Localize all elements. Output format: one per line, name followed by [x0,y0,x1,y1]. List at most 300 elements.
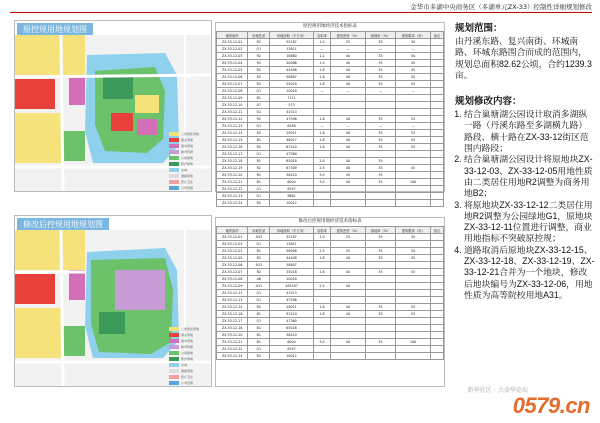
table-cell: 56908 [270,248,314,255]
legend-label: 水域 [181,167,188,172]
table-cell: 40 [331,116,366,123]
table-cell: 48017 [270,137,314,144]
legend-item [169,344,209,349]
table-cell: 1.8 [313,304,330,311]
table-cell: 1.8 [313,130,330,137]
legend-label: 商业用地 [181,332,194,337]
legend-swatch [169,156,179,160]
table-cell [431,95,444,102]
table-cell: 45 [331,172,366,179]
table-cell: 40 [331,283,366,290]
table-cell: 29011 [270,304,314,311]
table-cell: B1 [248,158,270,165]
table-cell: 40 [331,137,366,144]
table-cell [431,39,444,46]
table-cell: G1 [248,318,270,325]
legend-label: 教育科研 [181,149,194,154]
table-cell: 2.5 [313,283,330,290]
table-cell: 6188 [270,123,314,130]
legend-label: 水域 [181,362,188,367]
table-cell: ZX-33-12-06 [217,262,248,269]
table-cell: — [313,46,330,53]
table-cell: 10018 [270,276,314,283]
table-cell: 45 [396,67,431,74]
table-cell [313,102,330,109]
table-cell: ZX-33-12-08 [217,276,248,283]
table-cell: ZX-33-12-11 [217,109,248,116]
table-cell [431,241,444,248]
table-cell [431,60,444,67]
table-cell: 41513 [270,290,314,297]
table-cell: 55187 [270,39,314,46]
table-cell: 40 [331,311,366,318]
legend-swatch [169,327,179,331]
table-cell: 55 [396,304,431,311]
table-cell [396,200,431,207]
table-cell: ZX-33-12-22 [217,186,248,193]
legend-label: 公园绿地 [181,155,194,160]
table-cell: 1.0 [313,234,330,241]
table-cell [365,332,395,339]
legend-swatch [169,369,179,373]
table-cell: G1 [248,241,270,248]
original-table-grid [216,31,444,207]
table-cell: 1.8 [313,269,330,276]
table-cell [431,74,444,81]
table-row [217,53,444,60]
table-cell: ZX-33-12-21 [217,339,248,346]
change-item: 1. 结合巢塘湖公园设计取消多湖纵一路（丹溪东路至多湖横九路）路段、横十路在ZX-33-12街区范围内路段； [464,109,595,154]
table-row [217,304,444,311]
table-cell [431,346,444,353]
scope-heading: 规划范围： [455,23,503,34]
table-cell: ZX-33-12-19 [217,165,248,172]
table-cell: 35 [331,248,366,255]
table-cell: G1 [248,88,270,95]
table-cell: R2 [248,304,270,311]
legend-label: 商业用地 [181,137,194,142]
table-row [217,130,444,137]
table-row [217,116,444,123]
table-cell: 35 [365,67,395,74]
table-cell [431,304,444,311]
table-row [217,290,444,297]
table-cell [331,262,366,269]
column-header: 绿地率（%） [365,32,395,39]
table-cell [365,186,395,193]
table-cell: 1.8 [313,116,330,123]
table-row [217,74,444,81]
table-cell: 40 [331,67,366,74]
table-cell: 35 [365,81,395,88]
legend-swatch [169,381,179,385]
table-cell: A33 [248,234,270,241]
table-cell [365,283,395,290]
table-cell [396,353,431,360]
table-cell: 1.8 [313,137,330,144]
column-header: 用地性质 [248,227,270,234]
table-cell: 47360 [270,318,314,325]
table-cell [431,186,444,193]
table-row [217,297,444,304]
table-row [217,332,444,339]
table-cell: 40 [331,74,366,81]
table-cell: 3.0 [313,172,330,179]
table-cell: G1 [248,186,270,193]
table-cell [396,276,431,283]
table-cell: 25018 [270,269,314,276]
table-cell: 47596 [270,116,314,123]
table-cell: ZX-33-12-01 [217,234,248,241]
table-cell: 30 [396,39,431,46]
column-header: 用地性质 [248,32,270,39]
table-cell: 1.8 [313,255,330,262]
table-cell: ZX-33-12-08 [217,88,248,95]
table-cell: 35 [365,248,395,255]
table-row [217,137,444,144]
table-cell: 100 [396,179,431,186]
table-cell: 183187 [270,283,314,290]
table-cell [431,46,444,53]
table-row [217,255,444,262]
legend-item [169,332,209,337]
table-cell: 1.0 [313,39,330,46]
table-cell: R2 [248,130,270,137]
table-cell [331,241,366,248]
scope-text: 由丹溪东路、复兴南街、环城南路、环城东路围合而成的范围内，规划总面积82.62公顷，合约1239.3亩。 [455,36,592,80]
table-cell: 35 [365,39,395,46]
table-cell: 35 [365,179,395,186]
table-cell [365,325,395,332]
table-cell: ZX-33-12-17 [217,318,248,325]
table-cell [431,269,444,276]
table-cell [365,262,395,269]
table-cell [313,297,330,304]
table-cell: — [313,88,330,95]
table-cell: ZX-33-12-12 [217,116,248,123]
table-cell: ZX-33-12-02 [217,241,248,248]
table-cell [396,262,431,269]
table-cell: 55 [396,269,431,276]
table-cell: 35 [365,53,395,60]
table-cell [431,297,444,304]
legend-item [169,167,209,172]
table-cell: B1 [248,311,270,318]
table-cell: R2 [248,116,270,123]
table-cell [431,165,444,172]
table-cell: G1 [248,193,270,200]
table-cell [365,102,395,109]
changes-heading: 规划修改内容： [455,96,522,108]
revised-indicator-table [215,217,445,387]
legend-label: 公园绿地 [181,350,194,355]
table-cell: 55187 [270,234,314,241]
table-cell: 65018 [270,325,314,332]
table-cell: R2 [248,353,270,360]
change-item: 2. 结合巢塘湖公园设计将原地块ZX-33-12-03、ZX-33-12-05用地性质由二类居住用地R2调整为商务用地B2； [464,154,595,199]
table-cell [396,95,431,102]
table-cell [396,318,431,325]
table-cell: — [365,46,395,53]
legend-label: 商务用地 [181,143,194,148]
table-row [217,123,444,130]
table-cell: R2 [248,144,270,151]
legend-swatch [169,351,179,355]
table-cell [431,276,444,283]
table-cell [396,325,431,332]
table-row [217,276,444,283]
table-cell: — [313,123,330,130]
table-cell [396,241,431,248]
table-cell: ZX-33-12-21 [217,179,248,186]
table-cell [365,241,395,248]
column-header: 建筑密度（%） [331,32,366,39]
table-cell: 30 [396,234,431,241]
table-cell [365,109,395,116]
table-row [217,95,444,102]
table-cell: 8197 [270,186,314,193]
table-cell: B1 [248,339,270,346]
table-cell: ZX-33-12-10 [217,102,248,109]
table-cell: — [331,46,366,53]
column-header: 建筑限高（米） [396,227,431,234]
table-cell: 2.0 [313,158,330,165]
table-cell: 40 [331,158,366,165]
table-cell: ZX-33-12-07 [217,269,248,276]
table-cell [313,290,330,297]
legend-label: 防护绿地 [181,161,194,166]
table-cell [313,346,330,353]
table-cell: 35 [365,137,395,144]
table-cell: 35 [365,130,395,137]
original-map-title: 原控规用地规划图 [17,23,93,36]
table-cell [431,262,444,269]
table-cell: 1.8 [313,74,330,81]
table-cell [396,346,431,353]
table-row [217,339,444,346]
table-cell: R2 [248,60,270,67]
table-cell: 55 [396,311,431,318]
legend-label: 二类居住用地 [181,131,200,136]
column-header: 建筑限高（米） [396,32,431,39]
table-cell: 58807 [270,74,314,81]
table-cell: 25018 [270,81,314,88]
table-cell: R2 [248,200,270,207]
table-cell: 45 [396,60,431,67]
table-cell: 2.5 [313,165,330,172]
table-cell: 1.8 [313,144,330,151]
table-cell [431,67,444,74]
table-cell: 35 [365,116,395,123]
table-cell: R2 [248,74,270,81]
table-cell: 7111 [270,95,314,102]
table-cell: G1 [248,346,270,353]
watermark-small-text: 新华社区 · 大金华论坛 [467,387,528,394]
original-table-caption: 原控规用地经济技术指标表 [303,24,357,29]
table-cell [431,172,444,179]
table-cell: ZX-33-12-03 [217,53,248,60]
table-cell: 35 [365,269,395,276]
table-row [217,311,444,318]
table-cell: 18880 [270,53,314,60]
table-cell: 8197 [270,346,314,353]
table-header-row [217,32,444,39]
table-cell: R2 [248,53,270,60]
revised-table-caption: 修改后控规用地经济技术指标表 [298,219,362,224]
table-cell: 35 [365,158,395,165]
table-row [217,248,444,255]
column-header: 容积率 [313,227,330,234]
column-header: 用地面积（平方米） [270,227,314,234]
table-cell: — [396,123,431,130]
table-cell: A7 [248,102,270,109]
table-cell [331,332,366,339]
table-cell [396,102,431,109]
table-cell: 45 [396,255,431,262]
table-row [217,109,444,116]
table-cell: 50 [396,74,431,81]
table-cell: R2 [248,81,270,88]
table-cell: 65018 [270,158,314,165]
table-cell: 1.5 [313,60,330,67]
table-cell: ZX-33-12-18 [217,325,248,332]
table-cell: 36410 [270,172,314,179]
table-cell [431,88,444,95]
table-cell [365,290,395,297]
table-cell: 55 [396,130,431,137]
table-cell: 47360 [270,151,314,158]
table-cell: 35 [365,304,395,311]
table-cell: R2 [248,39,270,46]
table-cell [365,276,395,283]
table-cell [431,151,444,158]
table-cell: 40 [331,339,366,346]
table-row [217,186,444,193]
table-cell: 1.8 [313,67,330,74]
table-cell: ZX-33-12-23 [217,193,248,200]
table-cell [365,200,395,207]
legend-swatch [169,345,179,349]
revised-table-grid [216,226,444,360]
column-header: 建筑密度（%） [331,227,366,234]
table-cell: 35 [365,60,395,67]
change-item: 3. 将原地块ZX-33-12-12二类居住用地R2调整为公园绿地G1，原地块ZX-33-12-11位置进行调整，商业用地指标不突破原控规； [464,200,595,245]
table-cell: 6004 [270,179,314,186]
table-cell: 25 [331,234,366,241]
table-cell [313,95,330,102]
legend-swatch [169,174,179,178]
table-cell: 13811 [270,241,314,248]
column-header: 备注 [431,227,444,234]
table-cell [313,276,330,283]
table-cell: B1 [248,95,270,102]
table-cell [396,290,431,297]
legend-item [169,338,209,343]
table-cell [313,109,330,116]
table-cell: 55 [396,137,431,144]
column-header: 地块编号 [217,32,248,39]
table-cell [431,123,444,130]
table-cell: 6004 [270,339,314,346]
table-cell: ZX-33-12-17 [217,151,248,158]
table-cell: 44408 [270,255,314,262]
table-cell [365,346,395,353]
table-cell [396,193,431,200]
table-cell: 3.0 [313,179,330,186]
table-cell: 40 [331,53,366,60]
table-cell [331,346,366,353]
legend-label: 教育科研 [181,344,194,349]
table-cell [431,109,444,116]
table-row [217,172,444,179]
table-cell: R2 [248,165,270,172]
table-cell: 87410 [270,311,314,318]
table-cell: R2 [248,269,270,276]
legend-item [169,149,209,154]
table-cell: 3.0 [313,339,330,346]
table-row [217,102,444,109]
table-cell [396,283,431,290]
table-cell: 36410 [270,332,314,339]
table-cell [365,297,395,304]
table-cell: 40 [331,255,366,262]
legend-swatch [169,180,179,184]
table-row [217,81,444,88]
table-cell: 573 [270,102,314,109]
table-row [217,269,444,276]
table-cell [331,109,366,116]
legend-item [169,143,209,148]
table-cell: 55 [396,116,431,123]
table-cell: R2 [248,255,270,262]
legend-item [169,368,209,373]
legend-label: 商务用地 [181,338,194,343]
table-cell: G1 [248,123,270,130]
table-cell: 100 [396,339,431,346]
table-cell [431,283,444,290]
table-cell [431,318,444,325]
table-cell [431,179,444,186]
table-cell: 25 [331,39,366,46]
table-cell: ZX-33-12-06 [217,74,248,81]
table-cell: ZX-33-12-16 [217,144,248,151]
table-cell: 47596 [270,297,314,304]
table-cell: 41513 [270,109,314,116]
table-row [217,325,444,332]
legend-item [169,356,209,361]
table-cell: ZX-33-12-07 [217,81,248,88]
table-row [217,88,444,95]
table-cell: 50 [396,248,431,255]
table-cell: A31 [248,283,270,290]
table-cell: 40 [331,130,366,137]
table-cell: 35 [365,144,395,151]
legend-swatch [169,138,179,142]
table-cell [331,186,366,193]
table-cell: ZX-33-12-03 [217,248,248,255]
table-cell [331,102,366,109]
table-cell: A6 [248,276,270,283]
table-cell: 87410 [270,144,314,151]
table-cell: ZX-33-12-13 [217,123,248,130]
table-row [217,346,444,353]
table-cell: ZX-33-12-20 [217,172,248,179]
table-cell [431,255,444,262]
revised-legend [169,326,209,386]
table-cell: 55 [396,81,431,88]
original-legend [169,131,209,191]
table-cell: 55 [396,144,431,151]
